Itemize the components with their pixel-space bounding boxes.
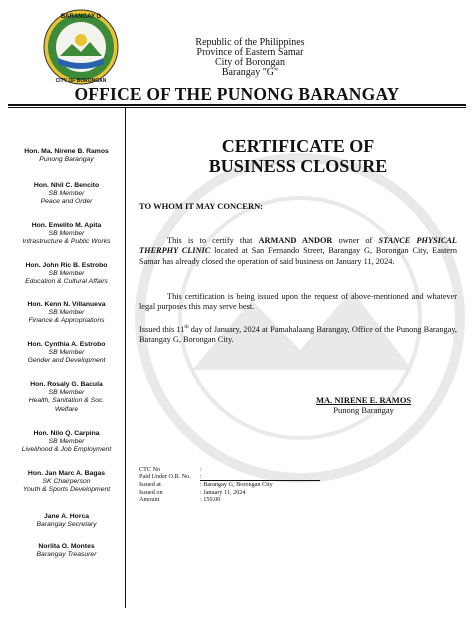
official-entry — [8, 262, 125, 287]
header-line: Republic of the Philippines — [195, 37, 305, 48]
header-line: City of Borongan — [215, 57, 285, 68]
official-entry — [8, 148, 125, 164]
signatory-name: MA. NIRENE E. RAMOS — [316, 395, 412, 405]
official-role: SB Member — [48, 230, 85, 238]
ctc-value: : 150.00 — [200, 495, 221, 503]
salutation: TO WHOM IT MAY CONCERN: — [139, 201, 264, 211]
official-role: Youth & Sports Development — [22, 486, 111, 494]
official-role: Barangay Treasurer — [36, 551, 97, 559]
ctc-label: CTC No — [139, 466, 161, 473]
signatory-title: Punong Barangay — [333, 405, 394, 415]
header-line: Province of Eastern Samar — [196, 47, 304, 58]
ctc-value: : January 11, 2024 — [200, 488, 246, 496]
paragraph-certify — [139, 236, 457, 267]
ctc-row — [139, 481, 320, 488]
official-name: Hon. Ma. Nirene B. Ramos — [24, 148, 109, 155]
official-role: SB Member — [48, 270, 85, 278]
signature-block — [316, 395, 411, 415]
ctc-label: Paid Under O.R. No. — [139, 473, 191, 481]
ctc-label: Issued on — [139, 488, 163, 496]
official-role: Health, Sanitation & Soc. — [28, 397, 105, 405]
official-name: Norlita O. Montes — [38, 543, 95, 550]
text: This certification is being issued upon the request of above-mentioned and whatever legal purposes this may serve best. — [139, 292, 457, 312]
official-role: Finance & Appropriations — [28, 317, 105, 325]
divider — [8, 104, 466, 106]
ctc-label: Amount — [139, 495, 160, 503]
svg-text:CITY OF BORONGAN: CITY OF BORONGAN — [55, 78, 107, 84]
superscript: th — [184, 324, 189, 330]
official-role: SK Chairperson — [42, 478, 91, 486]
official-role: SB Member — [48, 389, 85, 397]
official-role: Infrastructure & Public Works — [22, 238, 111, 246]
official-role: SB Member — [48, 349, 85, 357]
office-title: OFFICE OF THE PUNONG BARANGAY — [74, 84, 400, 104]
official-name: Hon. Cynthia A. Estrobo — [27, 341, 106, 348]
officials-sidebar — [8, 108, 126, 608]
certificate-title — [130, 136, 466, 176]
official-role: Education & Cultural Affairs — [25, 278, 108, 286]
title-line: CERTIFICATE OF — [221, 136, 375, 156]
ctc-row — [139, 466, 320, 473]
official-entry — [8, 381, 125, 414]
official-role: SB Member — [48, 190, 85, 198]
official-name: Jane A. Horca — [43, 513, 90, 520]
ctc-row — [139, 473, 320, 481]
official-name: Hon. Jan Marc A. Bagas — [27, 470, 106, 477]
official-entry — [8, 341, 125, 366]
text: Issued this 11 — [139, 324, 185, 334]
ctc-value: : — [200, 466, 202, 473]
paragraph-purpose — [139, 292, 457, 313]
official-role: SB Member — [48, 309, 85, 317]
official-name: Hon. Emelito M. Apita — [31, 222, 102, 229]
official-entry — [8, 470, 125, 495]
ctc-value: : Barangay G, Borongan City — [200, 481, 273, 489]
official-entry — [8, 222, 125, 247]
official-role: SB Member — [48, 438, 85, 446]
owner-name: ARMAND ANDOR — [258, 236, 333, 245]
ctc-row — [139, 489, 320, 496]
official-role: Livelihood & Job Employment — [21, 446, 112, 454]
text: owner of — [332, 236, 379, 245]
official-role: Welfare — [54, 405, 79, 413]
ctc-row — [139, 496, 320, 503]
paragraph-issued — [139, 322, 457, 346]
official-entry — [8, 543, 125, 559]
ctc-label: Issued at — [139, 481, 161, 489]
official-name: Hon. John Ric B. Estrobo — [25, 262, 108, 269]
text: This is to certify that — [167, 236, 259, 245]
official-entry — [8, 182, 125, 207]
official-role: Gender and Development — [27, 357, 106, 365]
official-entry — [8, 301, 125, 326]
ctc-value: : — [200, 473, 320, 481]
official-name: Hon. Kenn N. Villanueva — [27, 301, 106, 308]
svg-text:BARANGAY G: BARANGAY G — [60, 14, 102, 20]
government-header — [150, 38, 350, 78]
title-line: BUSINESS CLOSURE — [208, 156, 388, 176]
official-name: Hon. Nilo Q. Carpina — [33, 430, 100, 437]
official-role: Peace and Order — [40, 198, 93, 206]
ctc-details — [139, 466, 320, 503]
barangay-seal-logo — [42, 8, 120, 86]
official-entry — [8, 430, 125, 455]
official-role: Punong Barangay — [39, 156, 94, 164]
official-entry — [8, 513, 125, 529]
text: day of January, 2024 at Pamahalaang Barangay, Office of the Punong Barangay, Barangay G, Borongan City. — [139, 324, 458, 345]
official-name: Hon. Nhil C. Bencito — [33, 182, 100, 189]
official-role: Barangay Secretary — [36, 521, 97, 529]
business-name: STANCE PHYSICAL THERPHY CLINIC — [139, 236, 457, 256]
official-name: Hon. Rosaly G. Bacula — [30, 381, 103, 388]
text: located at San Fernando Street, Barangay G, Borongan City, Eastern Samar has already closed the operation of said business on January 11, 2024. — [139, 246, 458, 266]
header-line: Barangay "G" — [221, 67, 279, 78]
